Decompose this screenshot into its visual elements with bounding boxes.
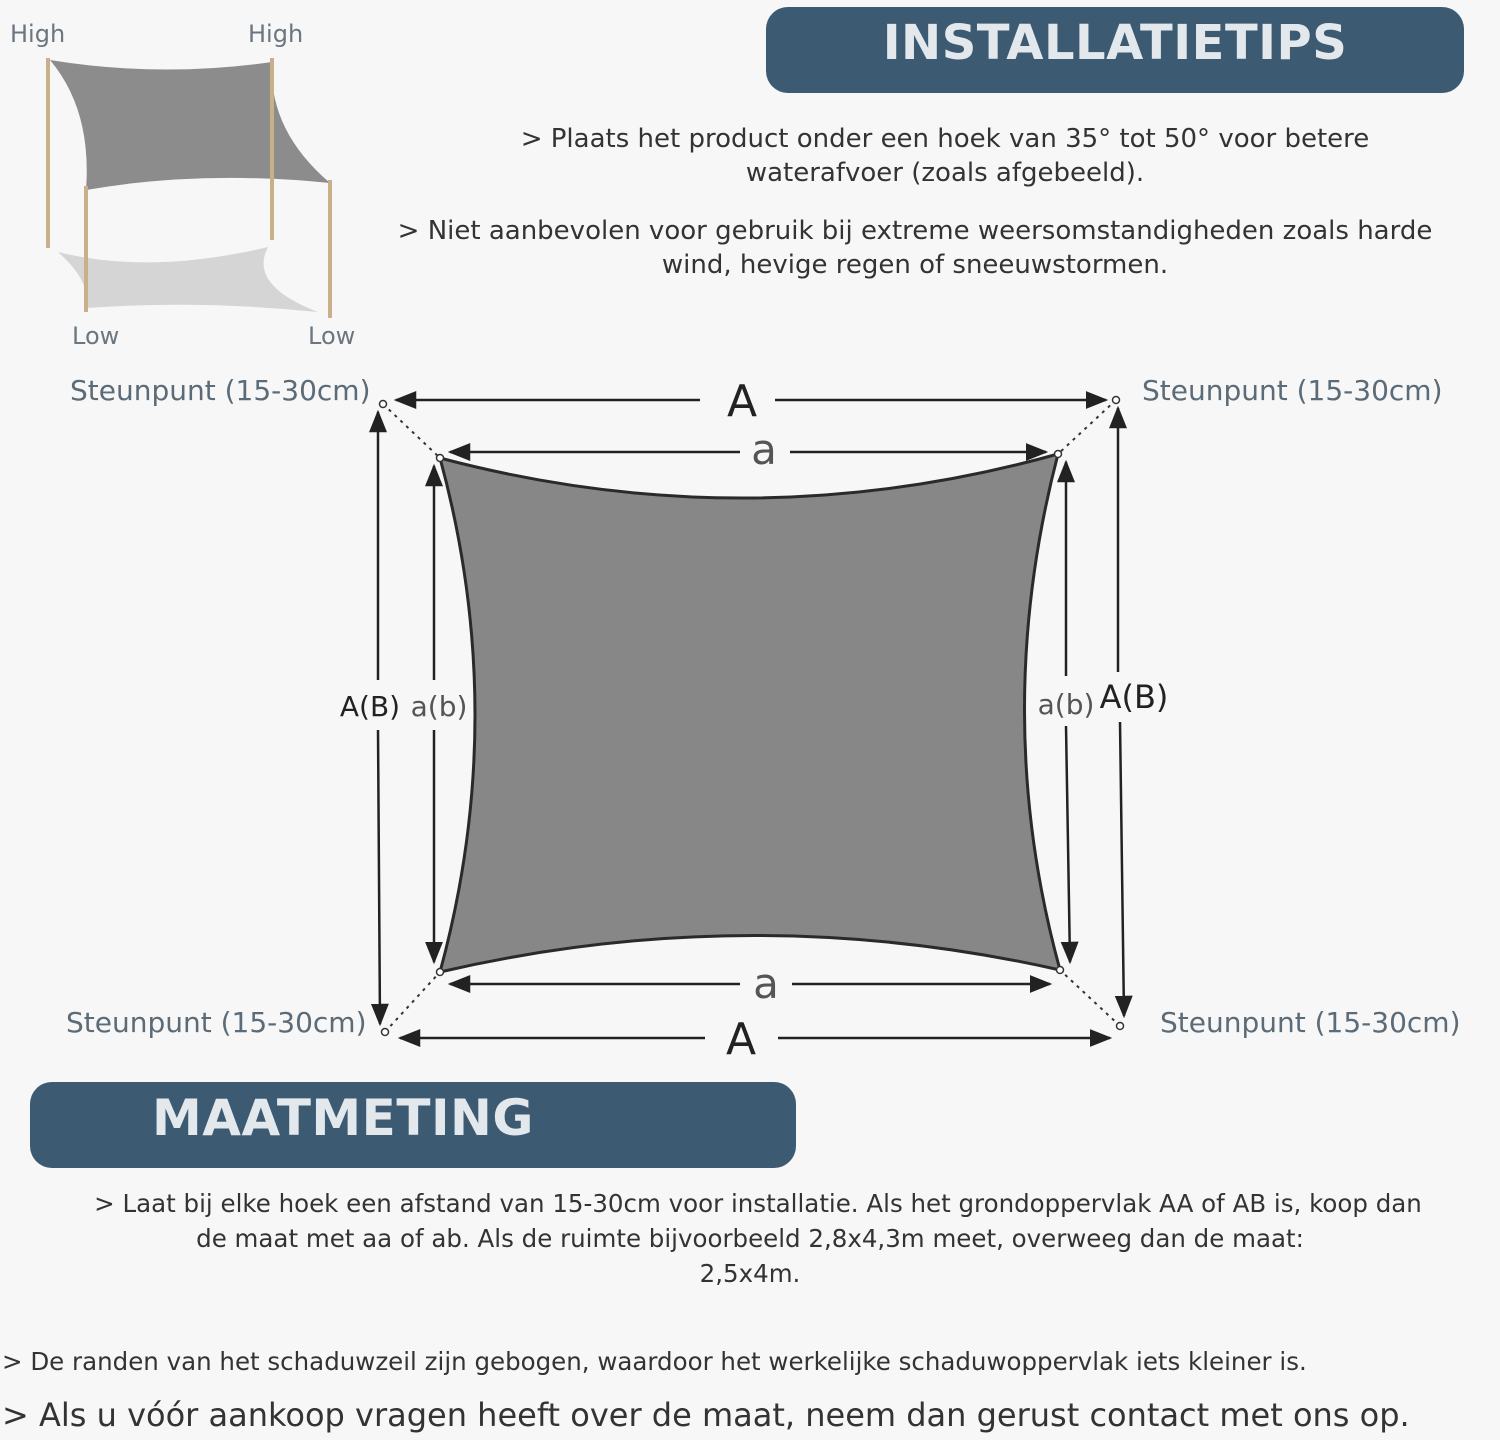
inner-height-label-right: a(b): [1037, 688, 1095, 721]
install-tip-angle-line2: waterafvoer (zoals afgebeeld).: [745, 158, 1145, 188]
support-point-bottom-right: [1117, 1023, 1124, 1030]
outer-height-label-right: A(B): [1099, 678, 1169, 716]
measurement-banner: MAATMETING: [30, 1082, 796, 1168]
outer-width-label-top: A: [726, 376, 758, 427]
measurement-note-spacing: [0, 1186, 1500, 1291]
label-high-right: High: [248, 20, 304, 48]
install-tip-weather-line1: > Niet aanbevolen voor gebruik bij extreme weersomstandigheden zoals harde: [397, 216, 1433, 246]
support-label-top-right: Steunpunt (15-30cm): [1142, 374, 1443, 407]
install-tip-weather-line2: wind, hevige regen of sneeuwstormen.: [661, 250, 1169, 280]
install-tips-banner: INSTALLATIETIPS: [766, 7, 1464, 93]
support-label-bottom-left: Steunpunt (15-30cm): [66, 1006, 367, 1039]
inner-width-label-top: a: [751, 425, 777, 474]
measurement-note-contact: > Als u vóór aankoop vragen heeft over de maat, neem dan gerust contact met ons op.: [2, 1396, 1410, 1434]
inner-height-label-left: a(b): [410, 690, 468, 723]
outer-width-label-bottom: A: [725, 1014, 757, 1065]
sail-corner-bottom-left: [437, 969, 444, 976]
label-low-left: Low: [72, 322, 120, 350]
support-point-bottom-left: [382, 1029, 389, 1036]
label-low-right: Low: [308, 322, 356, 350]
measurement-note-spacing-line1: > Laat bij elke hoek een afstand van 15-30cm voor installatie. Als het grondoppervlak AA of AB is, koop dan: [94, 1189, 1422, 1218]
inner-width-label-bottom: a: [753, 959, 779, 1008]
measurement-note-spacing-line2: de maat met aa of ab. Als de ruimte bijvoorbeeld 2,8x4,3m meet, overweeg dan de maat:: [196, 1224, 1304, 1253]
install-tip-angle-line1: > Plaats het product onder een hoek van 35° tot 50° voor betere: [520, 124, 1370, 154]
measurement-note-spacing-line3: 2,5x4m.: [699, 1259, 801, 1288]
support-point-top-left: [380, 401, 387, 408]
shade-sail-shape: [440, 454, 1060, 972]
support-point-top-right: [1113, 397, 1120, 404]
sail-corner-top-left: [437, 455, 444, 462]
sail-corner-bottom-right: [1057, 967, 1064, 974]
label-high-left: High: [10, 20, 66, 48]
support-label-bottom-right: Steunpunt (15-30cm): [1160, 1006, 1461, 1039]
outer-height-label-left: A(B): [339, 690, 401, 723]
support-label-top-left: Steunpunt (15-30cm): [70, 374, 371, 407]
sail-corner-top-right: [1055, 451, 1062, 458]
measurement-note-curved-edges: > De randen van het schaduwzeil zijn gebogen, waardoor het werkelijke schaduwoppervlak iets kleiner is.: [2, 1347, 1307, 1376]
